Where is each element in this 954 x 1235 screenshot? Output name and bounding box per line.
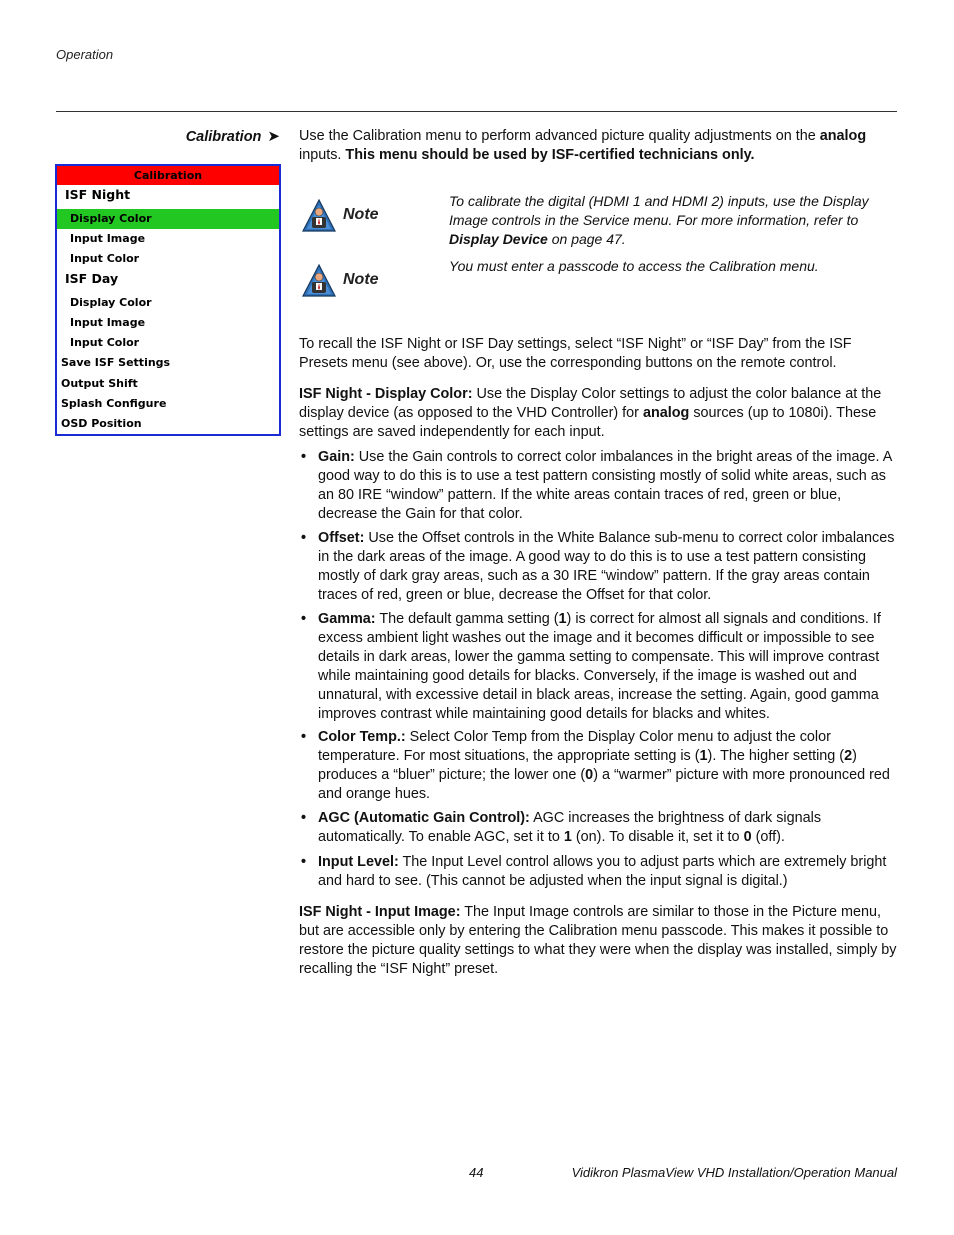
bullet-icon: • <box>301 729 307 745</box>
display-color-paragraph: ISF Night - Display Color: Use the Display Color settings to adjust the color balance at the display device (as opposed to the VHD Controller) for analog sources (up to 1080i). These settings are saved independently for each input. <box>299 386 882 440</box>
bullet-icon: • <box>301 854 307 870</box>
intro-paragraph: Use the Calibration menu to perform advanced picture quality adjustments on the analog inputs. This menu should be used by ISF-certified technicians only. <box>299 128 867 163</box>
menu-item-output-shift[interactable]: Output Shift <box>61 377 138 390</box>
menu-item-isf-night[interactable]: ISF Night <box>65 187 131 202</box>
footer-title: Vidikron PlasmaView VHD Installation/Operation Manual <box>571 1165 897 1180</box>
menu-item-input-image[interactable]: Input Image <box>70 232 146 245</box>
menu-item-osd-position[interactable]: OSD Position <box>61 417 142 430</box>
menu-title: Calibration <box>57 166 279 185</box>
bullet-icon: • <box>301 449 307 465</box>
section-heading <box>120 127 280 145</box>
menu-item-input-image[interactable]: Input Image <box>70 316 146 329</box>
input-image-paragraph: ISF Night - Input Image: The Input Image controls are similar to those in the Picture menu, but are accessible only by entering the Calibration menu passcode. This makes it possible to restore the picture quality settings to what they were when the display was installed, simply by recalling the “ISF Night” preset. <box>299 904 897 977</box>
calibration-menu <box>55 164 281 436</box>
header-rule <box>56 111 897 112</box>
note-label: Note <box>343 271 379 288</box>
arrow-icon: ➤ <box>267 128 280 145</box>
bullet-icon: • <box>301 530 307 546</box>
note-text: To calibrate the digital (HDMI 1 and HDMI 2) inputs, use the Display Image controls in the Service menu. For more information, refer to Display Device on page 47. <box>449 193 869 247</box>
page-number: 44 <box>469 1165 484 1180</box>
bullet-icon: • <box>301 810 307 826</box>
section-heading-label: Calibration <box>185 129 262 145</box>
note-icon <box>301 263 337 299</box>
menu-item-splash-configure[interactable]: Splash Configure <box>61 397 167 410</box>
menu-item-isf-day[interactable]: ISF Day <box>65 271 119 286</box>
menu-item-save-isf-settings[interactable]: Save ISF Settings <box>61 356 171 369</box>
note-label: Note <box>343 206 379 223</box>
menu-item-display-color[interactable]: Display Color <box>70 296 152 309</box>
menu-item-input-color[interactable]: Input Color <box>70 336 140 349</box>
menu-item-display-color-selected[interactable]: Display Color <box>57 209 279 229</box>
note-text: You must enter a passcode to access the Calibration menu. <box>449 258 819 274</box>
menu-item-input-color[interactable]: Input Color <box>70 252 140 265</box>
bullet-icon: • <box>301 611 307 627</box>
note-icon <box>301 198 337 234</box>
recall-paragraph: To recall the ISF Night or ISF Day settings, select “ISF Night” or “ISF Day” from the ISF Presets menu (see above). Or, use the corresponding buttons on the remote control. <box>299 336 852 371</box>
running-header: Operation <box>56 47 114 62</box>
